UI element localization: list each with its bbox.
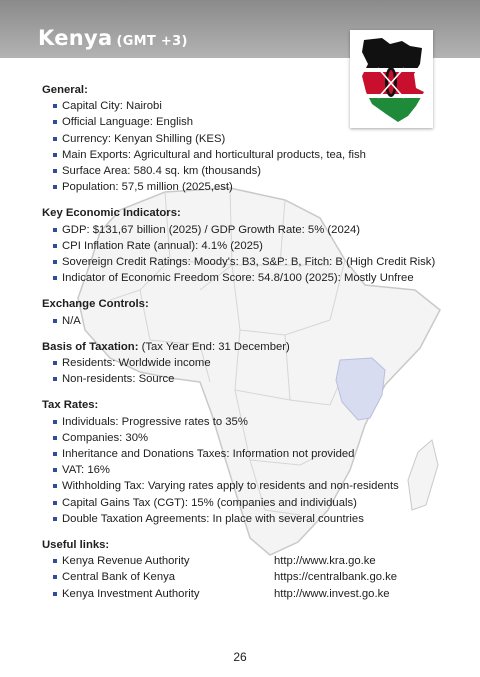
list-item: Main Exports: Agricultural and horticultural products, tea, fish <box>62 147 442 163</box>
list-item: Companies: 30% <box>62 430 442 446</box>
timezone: (GMT +3) <box>116 34 188 49</box>
list-item: Non-residents: Source <box>62 371 442 387</box>
list-item: Inheritance and Donations Taxes: Information not provided <box>62 446 442 462</box>
link-item-central-bank <box>62 569 442 585</box>
link-url-kra[interactable]: http://www.kra.go.ke <box>274 555 376 568</box>
list-item: Currency: Kenyan Shilling (KES) <box>62 131 442 147</box>
page-number: 26 <box>233 650 247 664</box>
section-title-links: Useful links: <box>42 539 110 552</box>
link-name: Central Bank of Kenya <box>62 571 176 584</box>
country-name: Kenya <box>38 26 113 50</box>
link-item-investment-authority <box>62 586 442 602</box>
list-item: Residents: Worldwide income <box>62 355 442 371</box>
link-url-central-bank[interactable]: https://centralbank.go.ke <box>274 571 398 584</box>
list-item: Population: 57,5 million (2025,est) <box>62 179 442 195</box>
links-list <box>42 553 442 602</box>
list-item: Double Taxation Agreements: In place with several countries <box>62 511 442 527</box>
list-item: Withholding Tax: Varying rates apply to residents and non-residents <box>62 478 442 494</box>
link-name: Kenya Revenue Authority <box>62 555 190 568</box>
list-item: Surface Area: 580.4 sq. km (thousands) <box>62 163 442 179</box>
list-item: Official Language: English <box>62 114 442 130</box>
link-item-kra <box>62 553 442 569</box>
list-item: Individuals: Progressive rates to 35% <box>62 414 442 430</box>
section-title-general: General: <box>42 84 88 96</box>
list-item: Capital Gains Tax (CGT): 15% (companies and individuals) <box>62 495 442 511</box>
section-title-exchange: Exchange Controls: <box>42 298 149 311</box>
list-item: CPI Inflation Rate (annual): 4.1% (2025) <box>62 238 442 254</box>
section-title-tax-rates: Tax Rates: <box>42 399 99 412</box>
general-list <box>42 98 442 195</box>
list-item: GDP: $131,67 billion (2025) / GDP Growth Rate: 5% (2024) <box>62 222 442 238</box>
section-title-taxation <box>42 339 442 355</box>
tax-year-note: (Tax Year End: 31 December) <box>141 340 290 353</box>
list-item: VAT: 16% <box>62 462 442 478</box>
list-item: Indicator of Economic Freedom Score: 54.8/100 (2025): Mostly Unfree <box>62 270 442 286</box>
taxation-list <box>42 355 442 387</box>
list-item: N/A <box>62 313 442 329</box>
list-item: Capital City: Nairobi <box>62 98 442 114</box>
country-content <box>42 82 442 612</box>
taxation-title: Basis of Taxation: <box>42 340 139 353</box>
list-item: Sovereign Credit Ratings: Moody's: B3, S&P: B, Fitch: B (High Credit Risk) <box>62 254 442 270</box>
link-url-investment-authority[interactable]: http://www.invest.go.ke <box>274 587 390 600</box>
exchange-list <box>42 313 442 329</box>
economic-list <box>42 222 442 287</box>
country-title <box>38 26 188 50</box>
link-name: Kenya Investment Authority <box>62 587 200 600</box>
section-title-economic: Key Economic Indicators: <box>42 207 181 220</box>
tax-rates-list <box>42 414 442 527</box>
